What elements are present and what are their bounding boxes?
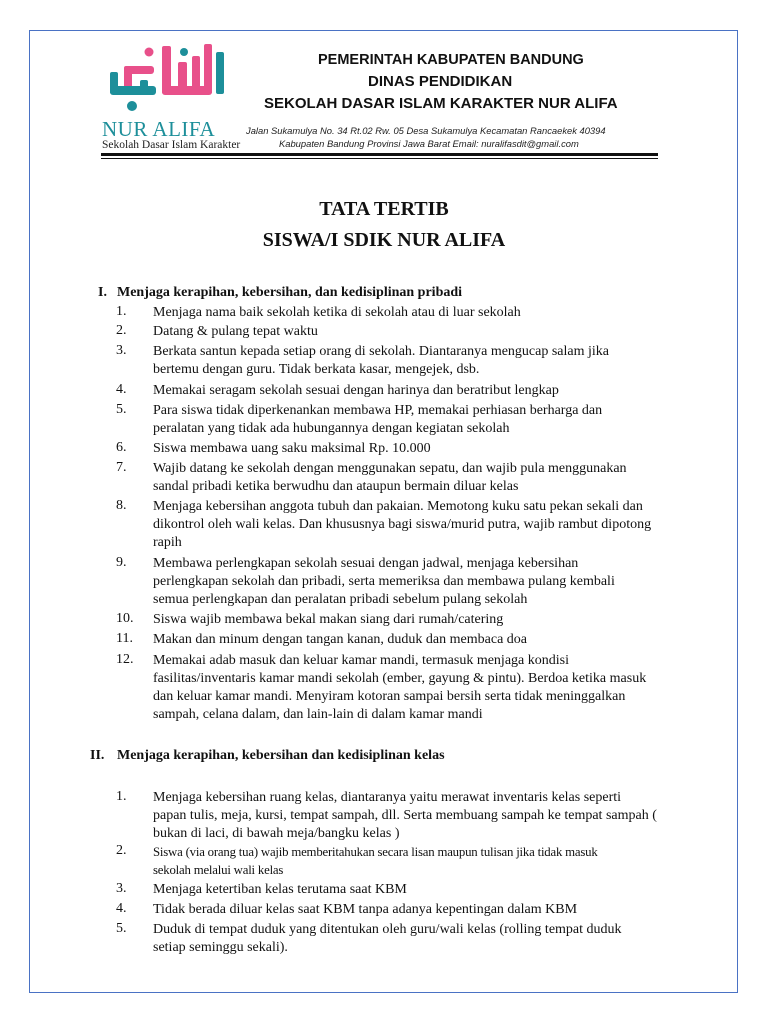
- section-2-numeral: II.: [90, 748, 105, 763]
- list-item-line: bertemu dengan guru. Tidak berkata kasar, mengejek, dsb.: [153, 362, 480, 377]
- list-item-number: 10.: [116, 611, 134, 626]
- list-item-text: [153, 323, 693, 341]
- list-item-number: 3.: [116, 881, 127, 896]
- list-item-number: 5.: [116, 921, 127, 936]
- list-item-text: [153, 843, 693, 879]
- section-1-numeral: I.: [98, 285, 107, 300]
- list-item-line: Menjaga kebersihan ruang kelas, diantaranya yaitu merawat inventaris kelas seperti: [153, 790, 622, 805]
- letterhead-address: Jalan Sukamulya No. 34 Rt.02 Rw. 05 Desa Sukamulya Kecamatan Rancaekek 40394: [246, 125, 606, 136]
- letterhead-rule: [101, 153, 658, 156]
- list-item-line: sekolah melalui wali kelas: [153, 863, 284, 877]
- list-item-text: [153, 460, 693, 496]
- list-item-number: 5.: [116, 402, 127, 417]
- list-item-line: peralatan yang tidak ada hubungannya dengan kegiatan sekolah: [153, 421, 510, 436]
- list-item-text: [153, 611, 693, 629]
- list-item-line: Menjaga nama baik sekolah ketika di sekolah atau di luar sekolah: [153, 305, 521, 320]
- list-item-number: 6.: [116, 440, 127, 455]
- list-item-line: Tidak berada diluar kelas saat KBM tanpa adanya kepentingan dalam KBM: [153, 902, 578, 917]
- letterhead-government: PEMERINTAH KABUPATEN BANDUNG: [318, 52, 584, 68]
- list-item-text: [153, 402, 693, 438]
- list-item-line: semua perlengkapan dan peralatan pribadi sebelum pulang sekolah: [153, 592, 528, 607]
- list-item-number: 7.: [116, 460, 127, 475]
- list-item-line: Menjaga kebersihan anggota tubuh dan pakaian. Memotong kuku satu pekan sekali dan: [153, 499, 643, 514]
- logo-subtitle: Sekolah Dasar Islam Karakter: [102, 139, 241, 151]
- list-item-text: [153, 881, 693, 899]
- list-item-number: 9.: [116, 555, 127, 570]
- list-item-line: Wajib datang ke sekolah dengan menggunakan sepatu, dan wajib pula menggunakan: [153, 461, 627, 476]
- list-item-line: Makan dan minum dengan tangan kanan, duduk dan membaca doa: [153, 632, 527, 647]
- list-item-number: 4.: [116, 382, 127, 397]
- letterhead-address-email: Kabupaten Bandung Provinsi Jawa Barat Email: nuralifasdit@gmail.com: [279, 138, 579, 149]
- list-item-line: dan keluar kamar mandi. Menyiram kotoran sampai bersih serta tidak meninggalkan: [153, 689, 626, 704]
- list-item-text: [153, 498, 693, 552]
- list-item-number: 2.: [116, 843, 127, 858]
- list-item-line: rapih: [153, 535, 182, 550]
- section-1-heading: Menjaga kerapihan, kebersihan, dan kedisiplinan pribadi: [117, 285, 463, 300]
- list-item-number: 8.: [116, 498, 127, 513]
- list-item-line: bukan di laci, di bawah meja/bangku kelas ): [153, 826, 400, 841]
- document-subtitle: SISWA/I SDIK NUR ALIFA: [262, 229, 506, 251]
- list-item-text: [153, 901, 693, 919]
- list-item-line: setiap seminggu sekali).: [153, 940, 288, 955]
- letterhead-school-name: SEKOLAH DASAR ISLAM KARAKTER NUR ALIFA: [264, 95, 618, 112]
- list-item-number: 4.: [116, 901, 127, 916]
- list-item-text: [153, 921, 693, 957]
- list-item-text: [153, 631, 693, 649]
- list-item-line: perlengkapan sekolah dan pribadi, serta memeriksa dan membawa pulang kembali: [153, 574, 615, 589]
- list-item-line: Para siswa tidak diperkenankan membawa HP, memakai perhiasan berharga dan: [153, 403, 603, 418]
- list-item-line: Memakai seragam sekolah sesuai dengan harinya dan beratribut lengkap: [153, 383, 559, 398]
- list-item-text: [153, 382, 693, 400]
- list-item-text: [153, 304, 693, 322]
- list-item-number: 1.: [116, 304, 127, 319]
- list-item-line: Siswa wajib membawa bekal makan siang dari rumah/catering: [153, 612, 504, 627]
- list-item-line: papan tulis, meja, kursi, tempat sampah, dll. Serta membuang sampah ke tempat sampah (: [153, 808, 657, 823]
- list-item-text: [153, 343, 693, 379]
- list-item-line: fasilitas/inventaris kamar mandi sekolah (ember, gayung & pintu). Berdoa ketika masuk: [153, 671, 647, 686]
- list-item-line: Berkata santun kepada setiap orang di sekolah. Diantaranya mengucap salam jika: [153, 344, 609, 359]
- list-item-number: 2.: [116, 323, 127, 338]
- list-item-line: sandal pribadi ketika berwudhu dan ataupun bermain diluar kelas: [153, 479, 519, 494]
- list-item-line: Menjaga ketertiban kelas terutama saat KBM: [153, 882, 407, 897]
- logo-name: NUR ALIFA: [102, 117, 216, 141]
- school-logo: [100, 42, 241, 152]
- list-item-line: dikontrol oleh wali kelas. Dan khususnya bagi siswa/murid putra, wajib rambut dipotong: [153, 517, 652, 532]
- letterhead-department: DINAS PENDIDIKAN: [368, 73, 513, 90]
- list-item-text: [153, 555, 693, 609]
- list-item-line: Datang & pulang tepat waktu: [153, 324, 318, 339]
- list-item-number: 3.: [116, 343, 127, 358]
- list-item-line: Duduk di tempat duduk yang ditentukan oleh guru/wali kelas (rolling tempat duduk: [153, 922, 622, 937]
- list-item-line: Memakai adab masuk dan keluar kamar mandi, termasuk menjaga kondisi: [153, 653, 569, 668]
- list-item-text: [153, 789, 693, 843]
- logo-calligraphy-icon: [104, 42, 236, 118]
- list-item-line: Siswa membawa uang saku maksimal Rp. 10.000: [153, 441, 431, 456]
- list-item-text: [153, 652, 693, 724]
- list-item-line: sampah, celana dalam, dan lain-lain di dalam kamar mandi: [153, 707, 483, 722]
- list-item-number: 1.: [116, 789, 127, 804]
- list-item-line: Siswa (via orang tua) wajib memberitahukan secara lisan maupun tulisan jika tidak masuk: [153, 845, 598, 859]
- letterhead-rule-thin: [101, 158, 658, 159]
- list-item-number: 11.: [116, 631, 133, 646]
- list-item-text: [153, 440, 693, 458]
- document-title: TATA TERTIB: [319, 198, 449, 220]
- list-item-line: Membawa perlengkapan sekolah sesuai dengan jadwal, menjaga kebersihan: [153, 556, 579, 571]
- list-item-number: 12.: [116, 652, 134, 667]
- section-2-heading: Menjaga kerapihan, kebersihan dan kedisiplinan kelas: [117, 748, 445, 763]
